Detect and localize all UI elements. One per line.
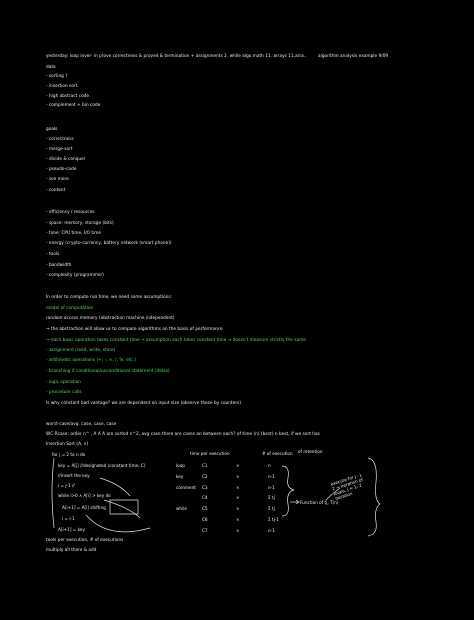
note-line: - energy (crypto-currency, battery network (smart phone)): [46, 240, 172, 245]
note-line: Insertion Sort (A, n): [46, 441, 89, 446]
note-line: - divide & conquer: [46, 156, 86, 161]
right-brace: [282, 466, 294, 516]
code-cell: A[i+1] = A[i] shifting: [62, 505, 106, 510]
times-cell: ×: [236, 463, 240, 468]
times-cell: ×: [236, 528, 240, 533]
code-cell: for j = 2 to n do: [52, 452, 86, 457]
header-right: algorithm analysis example 9/09: [318, 53, 389, 58]
note-line: - bandwidth: [46, 262, 72, 267]
count-cell: n-1: [268, 485, 275, 490]
loop-arrow: [86, 515, 150, 532]
op-cell: comment: [176, 485, 196, 490]
count-cell: n-1: [268, 474, 275, 479]
op-cell: key: [176, 474, 184, 479]
note-line: - branching if conditional/unconditional statement (ifelse): [46, 368, 170, 373]
cost-cell: C5: [202, 506, 208, 511]
code-cell: //insert the key: [58, 473, 90, 478]
times-cell: ×: [236, 517, 240, 522]
table-header: # of execution: [262, 451, 293, 456]
note-line: goals: [46, 126, 58, 131]
cost-cell: C6: [202, 517, 208, 522]
note-line: - procedure calls: [46, 389, 82, 394]
times-cell: ×: [236, 474, 240, 479]
note-line: WC-Rcase: order n^ , A A A are sorted n^2, avg case there are cases an between each? of time (n) (best) n best, if we sort has: [46, 431, 320, 436]
code-cell: i = j-1 //: [58, 483, 75, 488]
function-arrow-head: [296, 500, 299, 504]
count-cell: Σ tj: [268, 495, 275, 500]
count-cell: Σ tj: [268, 506, 275, 511]
code-cell: key = A[j] //designated (constant time, C): [58, 463, 146, 468]
note-line: - arithmetic operations (+, -, ×, /, %, etc.): [46, 357, 136, 362]
note-line: - content: [46, 187, 66, 192]
op-cell: loop: [176, 463, 185, 468]
note-line: data: [46, 64, 56, 69]
count-cell: Σ tj-1: [268, 517, 279, 522]
table-header: of retention: [298, 449, 323, 454]
note-line: - high abstract code: [46, 93, 90, 98]
count-cell: n-1: [268, 528, 275, 533]
note-line: Is why constant bad vantage? we are dependent on input size (observe these by counters): [46, 400, 242, 405]
footer-line: tools per execution, # of executions: [46, 537, 124, 542]
times-cell: ×: [236, 506, 240, 511]
cost-cell: C7: [202, 528, 208, 533]
code-cell: while i>0 ∧ A[i] > key do: [58, 493, 111, 498]
header-left: yesterday: loop inver- in prove correctness & proved & termination + assignments 2. while algo.math 11. arrays 11,arra..: [46, 53, 307, 58]
note-line: In order to compute run time, we need some assumptions:: [46, 294, 173, 299]
times-cell: ×: [236, 485, 240, 490]
cost-cell: C3: [202, 485, 208, 490]
cost-cell: C1: [202, 463, 208, 468]
note-line: - logic operation: [46, 379, 81, 384]
note-line: - sorting ?: [46, 73, 68, 78]
cost-cell: C2: [202, 474, 208, 479]
left-bracket: [52, 458, 54, 528]
note-line: - complexity (programmer): [46, 272, 104, 277]
table-header: time per execution: [190, 451, 230, 456]
note-line: - complement + bin code: [46, 102, 101, 107]
side-note: execute for j - j, 2 → iteration of loops, j = 1, 2 iteration: [330, 471, 364, 502]
note-line: - merge-sort: [46, 146, 73, 151]
big-brace: [368, 458, 380, 536]
shift-arrow: [104, 500, 140, 518]
note-line: → the abstraction will allow us to compare algorithms on the basis of performance: [46, 326, 223, 331]
code-cell: A[i+1] = key: [58, 527, 85, 532]
note-line: - pseudo-code: [46, 166, 77, 171]
times-cell: ×: [236, 495, 240, 500]
note-line: random access memory (abstraction machine independent): [46, 315, 175, 320]
note-line: - time: CPU time, I/O time: [46, 230, 102, 235]
note-line: - efficiency / resources: [46, 209, 95, 214]
note-line: - space: memory, storage (bits): [46, 220, 114, 225]
cost-cell: C4: [202, 495, 208, 500]
code-cell: i = i-1: [62, 516, 75, 521]
op-cell: while: [176, 506, 187, 511]
note-line: - assignment (read, write, store): [46, 347, 116, 352]
note-line: worst-case/avg. case, case, case: [46, 421, 117, 426]
note-line: model of computation: [46, 305, 94, 310]
count-cell: n: [268, 463, 271, 468]
footer-line: multiply all them & add: [46, 547, 97, 552]
shifting-box: [110, 500, 138, 514]
note-line: → each basic operation takes constant time → assumption each takes constant time → doesn't measure strictly the same: [46, 337, 306, 342]
note-line: - tools: [46, 251, 60, 256]
function-note: Function of tj, T(n): [300, 500, 339, 505]
note-line: - see more: [46, 176, 69, 181]
note-line: - insertion sort.: [46, 83, 79, 88]
note-line: - correctness: [46, 136, 74, 141]
